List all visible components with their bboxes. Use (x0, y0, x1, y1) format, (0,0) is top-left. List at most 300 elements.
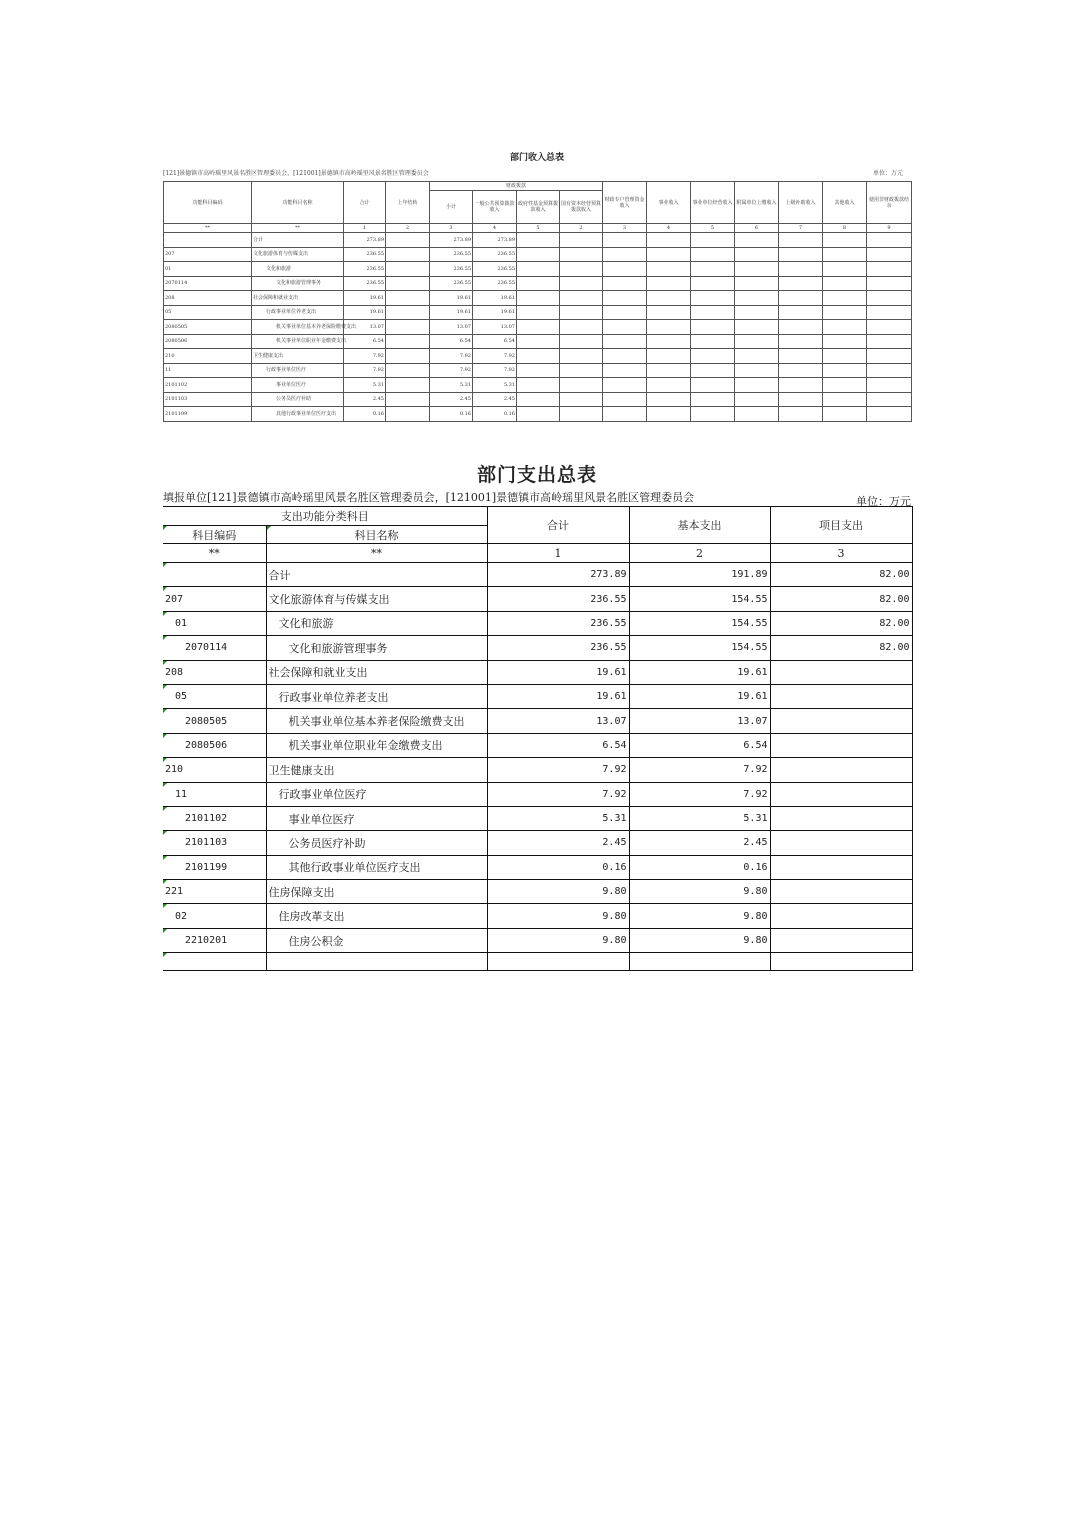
expenditure-cell-total: 9.80 (487, 880, 629, 904)
income-cell-empty (386, 291, 430, 306)
income-cell-general: 236.55 (473, 262, 517, 277)
income-cell-empty (735, 247, 779, 262)
expenditure-cell-basic: 9.80 (629, 928, 770, 952)
income-cell-empty (647, 334, 691, 349)
income-cell-general: 7.92 (473, 363, 517, 378)
income-cell-code: 2101103 (164, 392, 252, 407)
income-cell-empty (603, 320, 647, 335)
expenditure-cell-project (770, 880, 912, 904)
income-header-special: 财政专户管理资金收入 (603, 182, 647, 224)
income-cell-empty (779, 392, 823, 407)
income-cell-empty (386, 363, 430, 378)
income-cell-code (164, 233, 252, 248)
income-cell-empty (823, 305, 867, 320)
income-cell-empty (386, 392, 430, 407)
income-table-row (164, 349, 912, 364)
expenditure-table-row (163, 758, 912, 782)
expenditure-cell-name: 合计 (266, 563, 487, 587)
income-cell-code: 2101102 (164, 378, 252, 393)
income-cell-empty (823, 363, 867, 378)
income-cell-empty (560, 233, 603, 248)
income-cell-empty (517, 247, 560, 262)
income-header-fiscal-group: 财政拨款 (430, 182, 603, 191)
income-cell-empty (691, 320, 735, 335)
income-cell-code: 2080506 (164, 334, 252, 349)
expenditure-cell-project (770, 831, 912, 855)
income-cell-code: 11 (164, 363, 252, 378)
expenditure-cell-total: 236.55 (487, 587, 629, 611)
expenditure-table-row (163, 806, 912, 830)
income-cell-total: 7.92 (344, 349, 386, 364)
income-cell-empty (735, 276, 779, 291)
income-cell-empty (735, 233, 779, 248)
income-cell-name: 文化和旅游管理事务 (252, 276, 344, 291)
expenditure-cell-basic: 191.89 (629, 563, 770, 587)
expenditure-numbering-row (163, 544, 912, 563)
income-cell-general: 19.61 (473, 305, 517, 320)
income-table-row (164, 305, 912, 320)
income-cell-empty (386, 320, 430, 335)
income-number-cell: 3 (603, 224, 647, 233)
income-cell-empty (691, 247, 735, 262)
income-header-total: 合计 (344, 182, 386, 224)
income-cell-empty (517, 378, 560, 393)
income-cell-empty (691, 233, 735, 248)
income-cell-empty (867, 276, 912, 291)
income-cell-empty (823, 233, 867, 248)
income-cell-empty (779, 276, 823, 291)
income-header-code: 功能科目编码 (164, 182, 252, 224)
expenditure-cell-name: 事业单位医疗 (266, 806, 487, 830)
expenditure-number-cell: 2 (629, 544, 770, 563)
expenditure-cell-project (770, 904, 912, 928)
income-cell-general: 0.16 (473, 407, 517, 422)
expenditure-summary-table (163, 506, 913, 971)
income-cell-empty (691, 262, 735, 277)
income-cell-name: 事业单位医疗 (252, 378, 344, 393)
income-cell-empty (560, 334, 603, 349)
income-cell-empty (386, 262, 430, 277)
income-number-cell: ** (164, 224, 252, 233)
income-cell-empty (647, 233, 691, 248)
income-cell-name: 机关事业单位职业年金缴费支出 (252, 334, 344, 349)
income-cell-empty (560, 407, 603, 422)
income-cell-empty (386, 233, 430, 248)
income-cell-code: 2080505 (164, 320, 252, 335)
expenditure-cell-project (770, 928, 912, 952)
expenditure-cell-total: 7.92 (487, 758, 629, 782)
income-numbering-row (164, 224, 912, 233)
income-cell-general: 2.45 (473, 392, 517, 407)
income-cell-total: 236.55 (344, 262, 386, 277)
income-cell-empty (647, 378, 691, 393)
income-cell-empty (867, 363, 912, 378)
income-cell-empty (560, 305, 603, 320)
income-cell-empty (823, 291, 867, 306)
income-cell-empty (603, 291, 647, 306)
income-header-other: 其他收入 (823, 182, 867, 224)
income-cell-empty (560, 349, 603, 364)
expenditure-table-row (163, 587, 912, 611)
income-cell-empty (735, 392, 779, 407)
income-cell-empty (867, 233, 912, 248)
expenditure-cell-basic (629, 953, 770, 971)
income-number-cell: 5 (691, 224, 735, 233)
expenditure-cell-project: 82.00 (770, 587, 912, 611)
income-org-line: [121]景德镇市高岭瑶里风景名胜区管理委员会，[121001]景德镇市高岭瑶里风景名胜区管理委员会 (163, 170, 429, 177)
expenditure-cell-project (770, 782, 912, 806)
expenditure-cell-project (770, 855, 912, 879)
income-table-row (164, 378, 912, 393)
expenditure-cell-basic: 5.31 (629, 806, 770, 830)
income-cell-empty (603, 349, 647, 364)
income-unit-label: 单位：万元 (873, 170, 904, 177)
income-cell-empty (867, 305, 912, 320)
income-cell-code: 208 (164, 291, 252, 306)
income-cell-empty (735, 305, 779, 320)
income-cell-empty (735, 320, 779, 335)
income-cell-total: 2.45 (344, 392, 386, 407)
expenditure-cell-project (770, 709, 912, 733)
income-cell-empty (386, 407, 430, 422)
income-cell-empty (691, 392, 735, 407)
income-cell-empty (603, 363, 647, 378)
income-cell-total: 273.89 (344, 233, 386, 248)
income-cell-total: 19.61 (344, 305, 386, 320)
income-cell-subtotal: 236.55 (430, 247, 473, 262)
expenditure-table-title: 部门支出总表 (476, 464, 597, 486)
expenditure-org-line: 填报单位[121]景德镇市高岭瑶里风景名胜区管理委员会，[121001]景德镇市高岭瑶里风景名胜区管理委员会 (163, 491, 695, 504)
income-cell-empty (867, 262, 912, 277)
income-cell-empty (823, 247, 867, 262)
expenditure-table-row (163, 636, 912, 660)
expenditure-cell-project (770, 684, 912, 708)
income-cell-empty (779, 291, 823, 306)
income-cell-code: 2101199 (164, 407, 252, 422)
income-cell-general: 6.54 (473, 334, 517, 349)
expenditure-table-row (163, 660, 912, 684)
expenditure-cell-total: 13.07 (487, 709, 629, 733)
expenditure-cell-total: 19.61 (487, 660, 629, 684)
income-cell-empty (517, 363, 560, 378)
expenditure-header-total: 合计 (487, 507, 629, 544)
income-cell-empty (647, 276, 691, 291)
expenditure-cell-total: 236.55 (487, 636, 629, 660)
income-number-cell: 8 (823, 224, 867, 233)
income-cell-name: 卫生健康支出 (252, 349, 344, 364)
income-cell-empty (517, 349, 560, 364)
income-cell-empty (779, 378, 823, 393)
expenditure-cell-basic: 13.07 (629, 709, 770, 733)
income-cell-empty (603, 407, 647, 422)
expenditure-cell-code: 01 (163, 611, 266, 635)
income-header-subtotal: 小计 (430, 191, 473, 224)
income-cell-empty (603, 305, 647, 320)
income-cell-empty (867, 349, 912, 364)
income-cell-empty (735, 334, 779, 349)
income-cell-empty (867, 247, 912, 262)
expenditure-unit-label: 单位：万元 (856, 495, 911, 508)
expenditure-number-cell: 1 (487, 544, 629, 563)
income-cell-name: 其他行政事业单位医疗支出 (252, 407, 344, 422)
expenditure-cell-name: 住房保障支出 (266, 880, 487, 904)
income-cell-empty (691, 305, 735, 320)
expenditure-cell-basic: 154.55 (629, 587, 770, 611)
income-table-row (164, 276, 912, 291)
income-cell-empty (603, 247, 647, 262)
expenditure-cell-total: 7.92 (487, 782, 629, 806)
expenditure-header-group: 支出功能分类科目 (163, 507, 487, 526)
income-cell-code: 207 (164, 247, 252, 262)
expenditure-header-project: 项目支出 (770, 507, 912, 544)
income-cell-empty (779, 363, 823, 378)
expenditure-cell-name: 行政事业单位医疗 (266, 782, 487, 806)
income-cell-general: 273.89 (473, 233, 517, 248)
income-cell-subtotal: 19.61 (430, 291, 473, 306)
income-cell-subtotal: 5.31 (430, 378, 473, 393)
income-cell-empty (691, 291, 735, 306)
income-cell-empty (735, 291, 779, 306)
income-cell-empty (691, 276, 735, 291)
expenditure-cell-name: 文化旅游体育与传媒支出 (266, 587, 487, 611)
income-cell-empty (560, 247, 603, 262)
expenditure-cell-name: 住房改革支出 (266, 904, 487, 928)
expenditure-cell-project (770, 660, 912, 684)
income-cell-empty (647, 320, 691, 335)
income-table-row (164, 291, 912, 306)
expenditure-cell-code: 2101199 (163, 855, 266, 879)
income-cell-name: 文化旅游体育与传媒支出 (252, 247, 344, 262)
income-table-row (164, 407, 912, 422)
income-number-cell: 1 (344, 224, 386, 233)
income-table-row (164, 233, 912, 248)
expenditure-cell-basic: 0.16 (629, 855, 770, 879)
income-cell-empty (735, 407, 779, 422)
expenditure-table-row (163, 563, 912, 587)
income-cell-total: 6.54 (344, 334, 386, 349)
income-number-cell: 4 (473, 224, 517, 233)
income-header-fund: 政府性基金预算拨款收入 (517, 191, 560, 224)
income-cell-empty (517, 407, 560, 422)
expenditure-cell-name: 文化和旅游 (266, 611, 487, 635)
income-cell-empty (647, 305, 691, 320)
income-cell-empty (823, 407, 867, 422)
expenditure-table-row (163, 904, 912, 928)
expenditure-cell-total: 0.16 (487, 855, 629, 879)
expenditure-cell-code: 2080506 (163, 733, 266, 757)
expenditure-cell-project (770, 758, 912, 782)
expenditure-cell-code: 207 (163, 587, 266, 611)
income-cell-empty (603, 334, 647, 349)
expenditure-cell-code: 2210201 (163, 928, 266, 952)
income-header-business: 事业收入 (647, 182, 691, 224)
income-cell-empty (517, 276, 560, 291)
income-cell-empty (735, 349, 779, 364)
income-cell-empty (386, 247, 430, 262)
expenditure-cell-code: 2101103 (163, 831, 266, 855)
expenditure-table-row (163, 831, 912, 855)
income-cell-empty (779, 233, 823, 248)
income-header-superior: 上级补助收入 (779, 182, 823, 224)
expenditure-table-row (163, 709, 912, 733)
expenditure-cell-name (266, 953, 487, 971)
expenditure-cell-basic: 6.54 (629, 733, 770, 757)
expenditure-cell-project: 82.00 (770, 563, 912, 587)
expenditure-cell-basic: 9.80 (629, 904, 770, 928)
income-cell-empty (517, 305, 560, 320)
income-cell-empty (823, 378, 867, 393)
expenditure-number-cell: ** (266, 544, 487, 563)
income-cell-empty (779, 247, 823, 262)
income-cell-empty (647, 291, 691, 306)
expenditure-cell-total (487, 953, 629, 971)
income-cell-empty (386, 305, 430, 320)
expenditure-cell-name: 机关事业单位职业年金缴费支出 (266, 733, 487, 757)
income-cell-empty (867, 291, 912, 306)
income-cell-total: 0.16 (344, 407, 386, 422)
income-header-state: 国有资本经营预算拨款收入 (560, 191, 603, 224)
expenditure-header-code: 科目编码 (163, 526, 266, 544)
expenditure-header-basic: 基本支出 (629, 507, 770, 544)
expenditure-cell-code: 210 (163, 758, 266, 782)
expenditure-cell-basic: 19.61 (629, 660, 770, 684)
income-header-name: 功能科目名称 (252, 182, 344, 224)
income-cell-general: 5.31 (473, 378, 517, 393)
income-cell-empty (517, 334, 560, 349)
income-cell-general: 19.61 (473, 291, 517, 306)
income-table-row (164, 320, 912, 335)
income-cell-subtotal: 6.54 (430, 334, 473, 349)
expenditure-cell-basic: 154.55 (629, 636, 770, 660)
income-cell-empty (386, 334, 430, 349)
income-cell-subtotal: 0.16 (430, 407, 473, 422)
income-cell-empty (867, 378, 912, 393)
income-cell-name: 文化和旅游 (252, 262, 344, 277)
income-cell-empty (647, 392, 691, 407)
income-cell-total: 236.55 (344, 276, 386, 291)
expenditure-table-row (163, 855, 912, 879)
income-cell-empty (647, 407, 691, 422)
income-cell-empty (647, 262, 691, 277)
income-cell-empty (867, 392, 912, 407)
income-cell-empty (386, 349, 430, 364)
expenditure-cell-name: 机关事业单位基本养老保险缴费支出 (266, 709, 487, 733)
income-cell-name: 社会保障和就业支出 (252, 291, 344, 306)
income-summary-table (163, 181, 912, 422)
expenditure-cell-name: 行政事业单位养老支出 (266, 684, 487, 708)
income-cell-total: 5.31 (344, 378, 386, 393)
expenditure-cell-code: 11 (163, 782, 266, 806)
expenditure-cell-basic: 7.92 (629, 782, 770, 806)
income-cell-empty (603, 262, 647, 277)
expenditure-cell-code: 05 (163, 684, 266, 708)
expenditure-cell-total: 2.45 (487, 831, 629, 855)
income-cell-empty (735, 363, 779, 378)
income-cell-empty (647, 363, 691, 378)
expenditure-table-row (163, 782, 912, 806)
expenditure-cell-total: 6.54 (487, 733, 629, 757)
expenditure-cell-name: 社会保障和就业支出 (266, 660, 487, 684)
expenditure-cell-name: 公务员医疗补助 (266, 831, 487, 855)
income-cell-empty (560, 320, 603, 335)
income-cell-code: 05 (164, 305, 252, 320)
income-cell-total: 19.61 (344, 291, 386, 306)
income-cell-subtotal: 13.07 (430, 320, 473, 335)
income-cell-empty (867, 334, 912, 349)
expenditure-cell-project (770, 733, 912, 757)
income-cell-empty (386, 378, 430, 393)
income-cell-general: 236.55 (473, 276, 517, 291)
income-cell-empty (560, 291, 603, 306)
income-cell-subtotal: 236.55 (430, 276, 473, 291)
income-cell-empty (691, 378, 735, 393)
income-cell-empty (823, 262, 867, 277)
income-number-cell: 2 (386, 224, 430, 233)
income-cell-empty (560, 363, 603, 378)
income-table-row (164, 334, 912, 349)
income-number-cell: 7 (779, 224, 823, 233)
income-cell-empty (779, 349, 823, 364)
expenditure-table-row (163, 880, 912, 904)
income-cell-empty (779, 334, 823, 349)
income-cell-empty (647, 247, 691, 262)
expenditure-cell-project (770, 806, 912, 830)
income-number-cell: 6 (735, 224, 779, 233)
income-cell-empty (560, 276, 603, 291)
income-header-operating: 事业单位经营收入 (691, 182, 735, 224)
expenditure-cell-total: 236.55 (487, 611, 629, 635)
income-cell-total: 236.55 (344, 247, 386, 262)
income-cell-empty (517, 320, 560, 335)
income-cell-empty (779, 407, 823, 422)
income-table-row (164, 247, 912, 262)
income-cell-subtotal: 7.92 (430, 349, 473, 364)
income-cell-empty (691, 363, 735, 378)
income-header-reserve: 使用非财政拨款结余 (867, 182, 912, 224)
income-cell-code: 210 (164, 349, 252, 364)
income-number-cell: 3 (430, 224, 473, 233)
expenditure-cell-code: 2080505 (163, 709, 266, 733)
expenditure-cell-basic: 2.45 (629, 831, 770, 855)
income-cell-name: 合计 (252, 233, 344, 248)
income-cell-empty (517, 233, 560, 248)
income-cell-total: 7.92 (344, 363, 386, 378)
income-cell-empty (603, 378, 647, 393)
expenditure-table-row (163, 953, 912, 971)
income-table-row (164, 392, 912, 407)
expenditure-table-row (163, 611, 912, 635)
income-number-cell: 4 (647, 224, 691, 233)
expenditure-cell-code: 2070114 (163, 636, 266, 660)
expenditure-cell-code: 02 (163, 904, 266, 928)
income-cell-empty (517, 291, 560, 306)
income-cell-empty (603, 276, 647, 291)
expenditure-cell-basic: 19.61 (629, 684, 770, 708)
income-header-subsidiary: 附属单位上缴收入 (735, 182, 779, 224)
expenditure-cell-basic: 9.80 (629, 880, 770, 904)
income-cell-empty (779, 305, 823, 320)
expenditure-cell-total: 19.61 (487, 684, 629, 708)
income-cell-general: 236.55 (473, 247, 517, 262)
income-cell-subtotal: 236.55 (430, 262, 473, 277)
income-header-general: 一般公共预算拨款收入 (473, 191, 517, 224)
expenditure-cell-code: 208 (163, 660, 266, 684)
expenditure-cell-code (163, 563, 266, 587)
income-cell-subtotal: 273.89 (430, 233, 473, 248)
income-cell-empty (823, 320, 867, 335)
expenditure-cell-basic: 7.92 (629, 758, 770, 782)
income-table-row (164, 363, 912, 378)
